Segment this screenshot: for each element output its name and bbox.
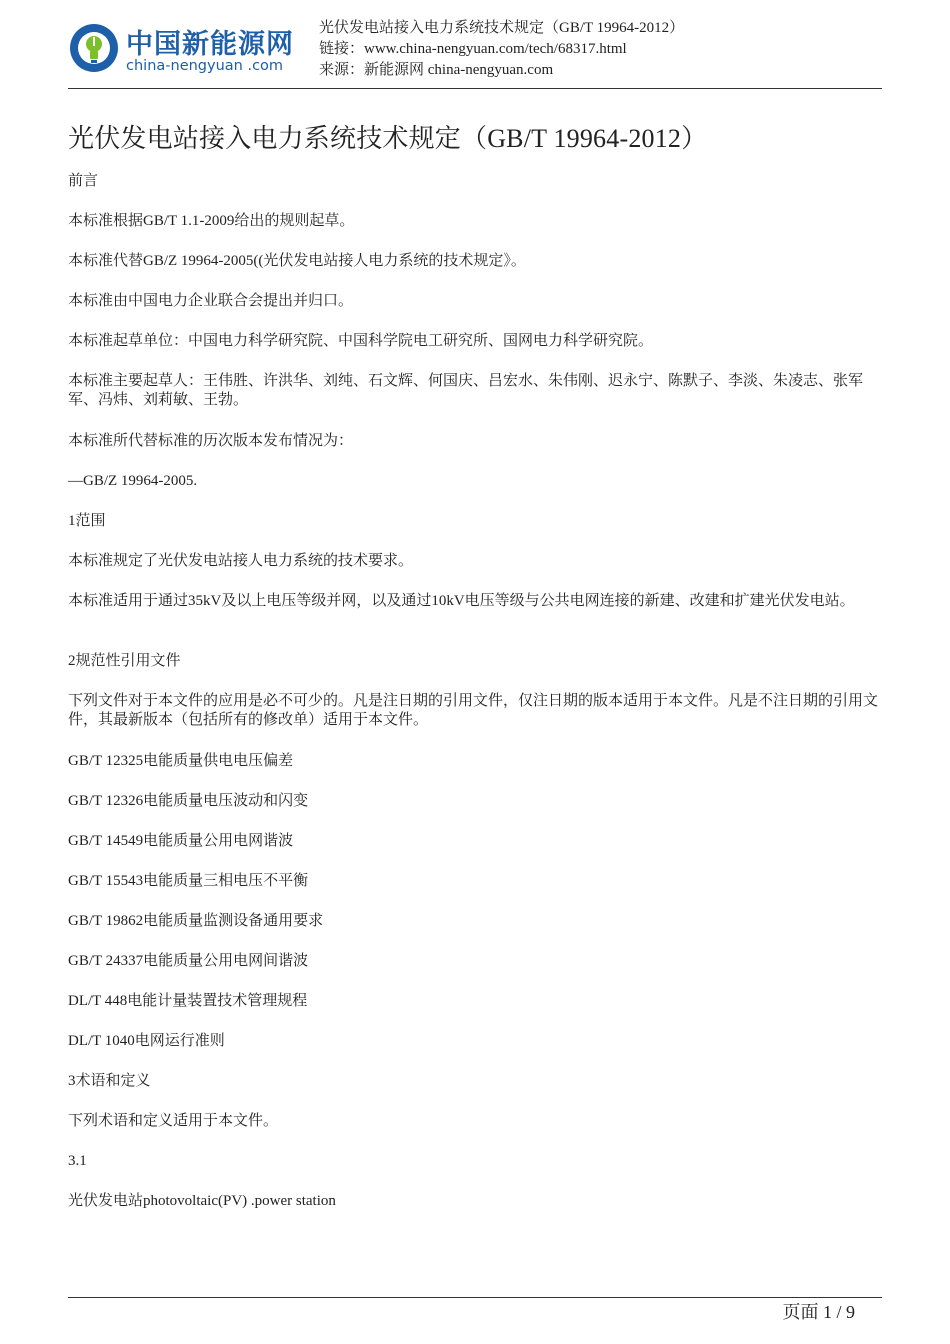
paragraph: 本标准规定了光伏发电站接人电力系统的技术要求。 [68, 553, 414, 569]
footer-divider [68, 1297, 882, 1298]
site-logo[interactable] [68, 20, 308, 80]
paragraph: 本标准由中国电力企业联合会提出并归口。 [68, 293, 354, 309]
paragraph: 前言 [68, 173, 99, 189]
reference-item: DL/T 1040电网运行准则 [68, 1033, 225, 1049]
paragraph: 本标准所代替标准的历次版本发布情况为： [68, 433, 354, 449]
header-doc-title: 光伏发电站接入电力系统技术规定（GB/T 19964-2012） [319, 20, 685, 36]
paragraph: 本标准适用于通过35kV及以上电压等级并网，以及通过10kV电压等级与公共电网连接的新建、改建和扩建光伏发电站。 [68, 593, 855, 609]
header-source: 来源：新能源网 china-nengyuan.com [319, 62, 554, 78]
section-heading: 2规范性引用文件 [68, 653, 181, 669]
paragraph: 本标准根据GB/T 1.1-2009给出的规则起草。 [68, 213, 355, 229]
logo-english-text: china-nengyuan .com [126, 58, 284, 74]
document-title: 光伏发电站接入电力系统技术规定（GB/T 19964-2012） [68, 124, 708, 153]
header-divider [68, 88, 882, 89]
reference-item: GB/T 15543电能质量三相电压不平衡 [68, 873, 309, 889]
term-definition: 光伏发电站photovoltaic(PV) .power station [68, 1193, 336, 1209]
paragraph: —GB/Z 19964-2005. [68, 473, 198, 489]
header-link[interactable]: 链接：www.china-nengyuan.com/tech/68317.html [319, 41, 627, 57]
reference-item: GB/T 24337电能质量公用电网间谐波 [68, 953, 309, 969]
lightbulb-logo-icon [68, 22, 120, 74]
subsection-number: 3.1 [68, 1153, 87, 1169]
reference-item: DL/T 448电能计量装置技术管理规程 [68, 993, 308, 1009]
paragraph: 本标准代替GB/Z 19964-2005((光伏发电站接人电力系统的技术规定》。 [68, 253, 526, 269]
reference-item: GB/T 12325电能质量供电电压偏差 [68, 753, 294, 769]
reference-item: GB/T 12326电能质量电压波动和闪变 [68, 793, 309, 809]
reference-item: GB/T 19862电能质量监测设备通用要求 [68, 913, 324, 929]
paragraph: 下列术语和定义适用于本文件。 [68, 1113, 279, 1129]
paragraph: 本标准起草单位：中国电力科学研究院、中国科学院电工研究所、国网电力科学研究院。 [68, 333, 654, 349]
paragraph: 下列文件对于本文件的应用是必不可少的。凡是注日期的引用文件，仅注日期的版本适用于本文件。凡是不注日期的引用文件，其最新版本（包括所有的修改单）适用于本文件。 [68, 693, 879, 728]
paragraph: 本标准主要起草人：王伟胜、许洪华、刘纯、石文辉、何国庆、吕宏水、朱伟刚、迟永宁、陈默子、李淡、朱凌志、张军军、冯炜、刘莉敏、王勃。 [68, 373, 864, 408]
section-heading: 3术语和定义 [68, 1073, 151, 1089]
page-header [68, 18, 882, 90]
page-number: 页面 1 / 9 [782, 1302, 855, 1322]
logo-chinese-text: 中国新能源网 [126, 29, 294, 60]
header-meta [319, 18, 684, 81]
section-heading: 1范围 [68, 513, 106, 529]
reference-item: GB/T 14549电能质量公用电网谐波 [68, 833, 294, 849]
